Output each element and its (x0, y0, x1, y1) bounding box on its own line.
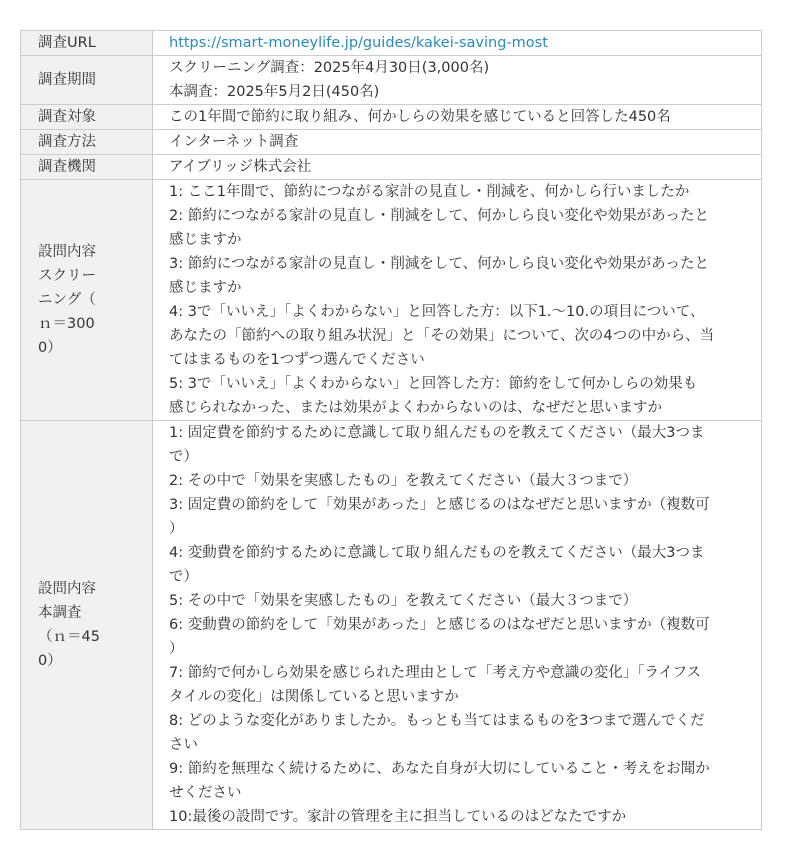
main-survey-label (21, 421, 153, 830)
question-line: 7: 節約で何かしら効果を感じられた理由として「考え方や意識の変化」「ライフス (169, 665, 702, 681)
question-line: 10:最後の設問です。家計の管理を主に担当しているのはどなたですか (169, 809, 627, 825)
method-text: インターネット調査 (169, 134, 299, 150)
period-label: 調査期間 (21, 56, 153, 105)
table-row (21, 130, 762, 155)
question-line: 感じられなかった、または効果がよくわからないのは、なぜだと思いますか (169, 400, 662, 416)
question-line: せください (169, 785, 242, 801)
question-line: 5: その中で「効果を実感したもの」を教えてください（最大３つまで） (169, 593, 638, 609)
question-line: で） (169, 569, 198, 585)
question-line: あなたの「節約への取り組み状況」と「その効果」について、次の4つの中から、当 (169, 328, 715, 344)
question-line: で） (169, 449, 198, 465)
table-row (21, 180, 762, 421)
target-value (153, 105, 762, 130)
screening-label-line: ｎ＝300 (38, 316, 95, 332)
question-line: 1: 固定費を節約するために意識して取り組んだものを教えてください（最大3つま (169, 425, 705, 441)
question-line: タイルの変化」は関係していると思いますか (169, 689, 459, 705)
question-line: 1: ここ1年間で、節約につながる家計の見直し・削減を、何かしら行いましたか (169, 184, 690, 200)
table-row (21, 155, 762, 180)
question-line: 9: 節約を無理なく続けるために、あなた自身が大切にしていること・考えをお聞か (169, 761, 710, 777)
question-line: 感じますか (169, 280, 242, 296)
table-row (21, 421, 762, 830)
table-row (21, 105, 762, 130)
org-value (153, 155, 762, 180)
main-label-line: 0） (38, 653, 62, 669)
question-line: 2: 節約につながる家計の見直し・削減をして、何かしら良い変化や効果があったと (169, 208, 709, 224)
question-line: 8: どのような変化がありましたか。もっとも当てはまるものを3つまで選んでくだ (169, 713, 705, 729)
period-line: スクリーニング調査：2025年4月30日(3,000名) (169, 60, 490, 76)
org-text: アイブリッジ株式会社 (169, 159, 312, 175)
table-row (21, 56, 762, 105)
question-line: 5: 3で「いいえ」「よくわからない」と回答した方：節約をして何かしらの効果も (169, 376, 698, 392)
question-line: 4: 変動費を節約するために意識して取り組んだものを教えてください（最大3つま (169, 545, 705, 561)
question-line: 感じますか (169, 232, 242, 248)
period-value-cell (153, 56, 762, 105)
question-line: 3: 固定費の節約をして「効果があった」と感じるのはなぜだと思いますか（複数可 (169, 497, 710, 513)
main-label-line: 設問内容 (38, 581, 96, 597)
question-line: さい (169, 737, 198, 753)
org-label: 調査機関 (21, 155, 153, 180)
screening-label-line: 0） (38, 340, 62, 356)
question-line: 6: 変動費の節約をして「効果があった」と感じるのはなぜだと思いますか（複数可 (169, 617, 710, 633)
url-label: 調査URL (21, 31, 153, 56)
main-label-line: （ｎ＝45 (38, 629, 100, 645)
main-survey-questions (153, 421, 762, 830)
screening-label-line: ニング（ (38, 292, 96, 308)
target-text: この1年間で節約に取り組み、何かしらの効果を感じていると回答した450名 (169, 109, 671, 125)
question-line: ） (169, 641, 184, 657)
question-line: 2: その中で「効果を実感したもの」を教えてください（最大３つまで） (169, 473, 638, 489)
question-line: 4: 3で「いいえ」「よくわからない」と回答した方：以下1.〜10.の項目について、 (169, 304, 705, 320)
screening-label-line: 設問内容 (38, 244, 96, 260)
screening-label (21, 180, 153, 421)
period-line: 本調査：2025年5月2日(450名) (169, 84, 380, 100)
target-label: 調査対象 (21, 105, 153, 130)
main-label-line: 本調査 (38, 605, 82, 621)
survey-url-link[interactable]: https://smart-moneylife.jp/guides/kakei-saving-most (169, 35, 548, 51)
screening-questions (153, 180, 762, 421)
question-line: 3: 節約につながる家計の見直し・削減をして、何かしら良い変化や効果があったと (169, 256, 709, 272)
screening-label-line: スクリー (38, 268, 96, 284)
question-line: てはまるものを1つずつ選んでください (169, 352, 425, 368)
survey-info-table (20, 30, 762, 830)
table-row (21, 31, 762, 56)
method-value (153, 130, 762, 155)
url-value-cell (153, 31, 762, 56)
method-label: 調査方法 (21, 130, 153, 155)
question-line: ） (169, 521, 184, 537)
